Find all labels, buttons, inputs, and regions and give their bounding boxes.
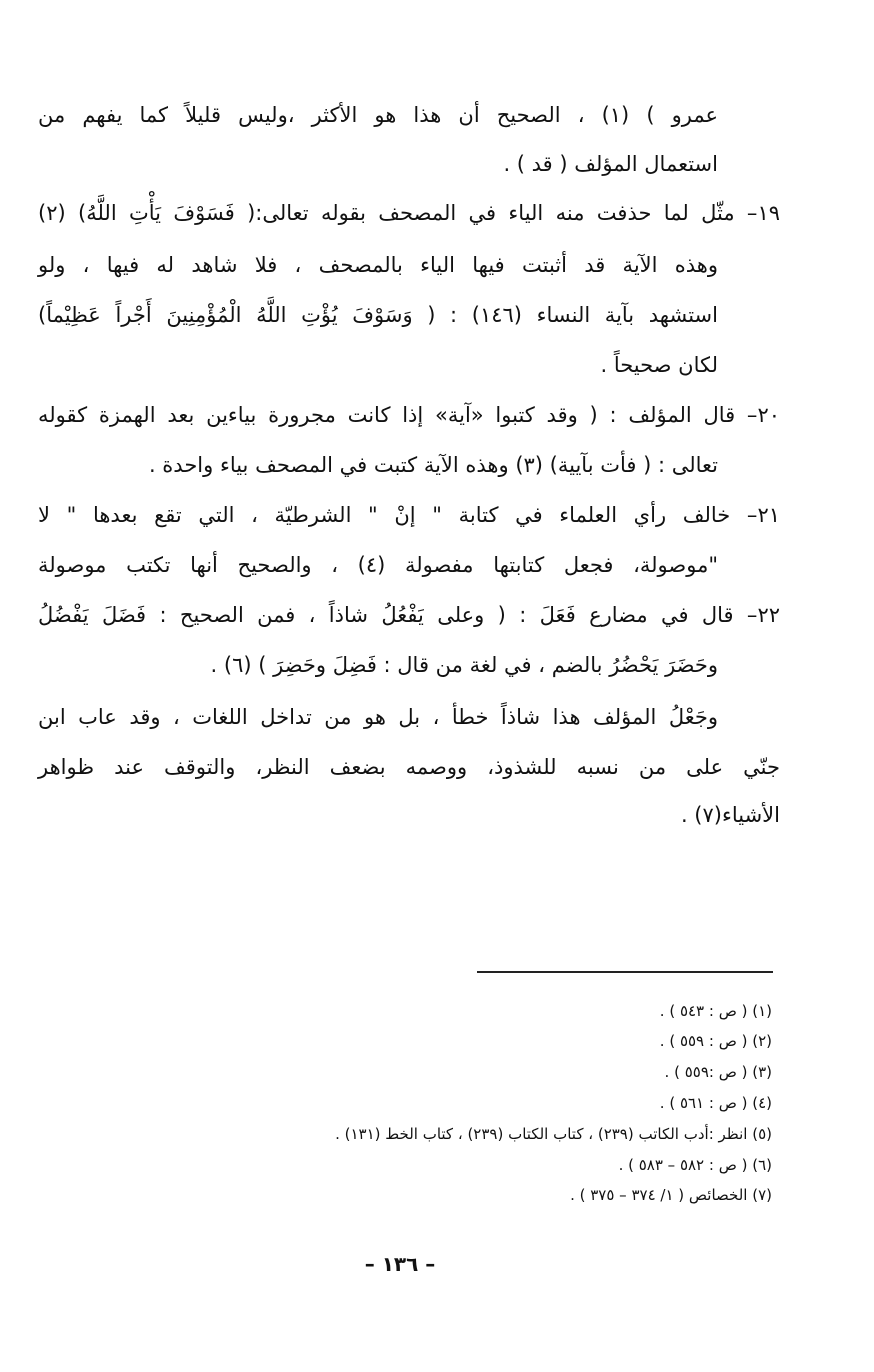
body-line-2: استعمال المؤلف ( قد ) . — [503, 152, 718, 176]
item-19-line-2: وهذه الآية قد أثبتت فيها الياء بالمصحف ، فلا شاهد له فيها ، ولو — [38, 253, 718, 277]
item-22-line-4: جنّي على من نسبه للشذوذ، ووصمه بضعف النظر، والتوقف عند ظواهر — [38, 755, 780, 779]
body-line-1: عمرو ) (١) ، الصحيح أن هذا هو الأكثر ،وليس قليلاً كما يفهم من — [38, 103, 718, 127]
footnote-2: (٢) ( ص : ٥٥٩ ) . — [659, 1032, 772, 1050]
footnote-5: (٥) انظر :أدب الكاتب (٢٣٩) ، كتاب الكتاب (٢٣٩) ، كتاب الخط (١٣١) . — [335, 1125, 772, 1143]
footnote-6: (٦) ( ص : ٥٨٢ – ٥٨٣ ) . — [618, 1156, 772, 1174]
item-19-line-1: ١٩– مثّل لما حذفت منه الياء في المصحف بقوله تعالى:( فَسَوْفَ يَأْتِ اللَّهُ) (٢) — [38, 201, 780, 225]
item-22-line-2: وحَضَرَ يَحْضُرُ بالضم ، في لغة من قال : فَضِلَ وحَضِرَ ) (٦) . — [210, 653, 718, 677]
footnote-1: (١) ( ص : ٥٤٣ ) . — [659, 1002, 772, 1020]
item-22-line-5: الأشياء(٧) . — [680, 803, 780, 827]
item-19-line-3: استشهد بآية النساء (١٤٦) : ( وَسَوْفَ يُؤْتِ اللَّهُ الْمُؤْمِنِينَ أَجْراً عَظِيْماً) — [38, 303, 718, 327]
footnote-7: (٧) الخصائص ( ١/ ٣٧٤ – ٣٧٥ ) . — [570, 1186, 772, 1204]
item-20-line-1: ٢٠– قال المؤلف : ( وقد كتبوا «آية» إذا كانت مجرورة بياءين بعد الهمزة كقوله — [38, 403, 780, 427]
item-21-line-2: "موصولة، فجعل كتابتها مفصولة (٤) ، والصحيح أنها تكتب موصولة — [38, 553, 718, 577]
footnote-4: (٤) ( ص : ٥٦١ ) . — [659, 1094, 772, 1112]
footnote-separator — [477, 971, 773, 973]
item-22-line-1: ٢٢– قال في مضارع فَعَلَ : ( وعلى يَفْعُلُ شاذاً ، فمن الصحيح : فَضَلَ يَفْضُلُ — [38, 603, 780, 627]
page-number: – ١٣٦ – — [364, 1252, 436, 1276]
footnote-3: (٣) ( ص :٥٥٩ ) . — [664, 1063, 772, 1081]
item-22-line-3: وجَعْلُ المؤلف هذا شاذاً خطأ ، بل هو من تداخل اللغات ، وقد عاب ابن — [38, 705, 718, 729]
item-19-line-4: لكان صحيحاً . — [600, 353, 718, 377]
item-20-line-2: تعالى : ( فأت بآيية) (٣) وهذه الآية كتبت في المصحف بياء واحدة . — [148, 453, 718, 477]
item-21-line-1: ٢١– خالف رأي العلماء في كتابة " إنْ " الشرطيّة ، التي تقع بعدها " لا — [38, 503, 780, 527]
